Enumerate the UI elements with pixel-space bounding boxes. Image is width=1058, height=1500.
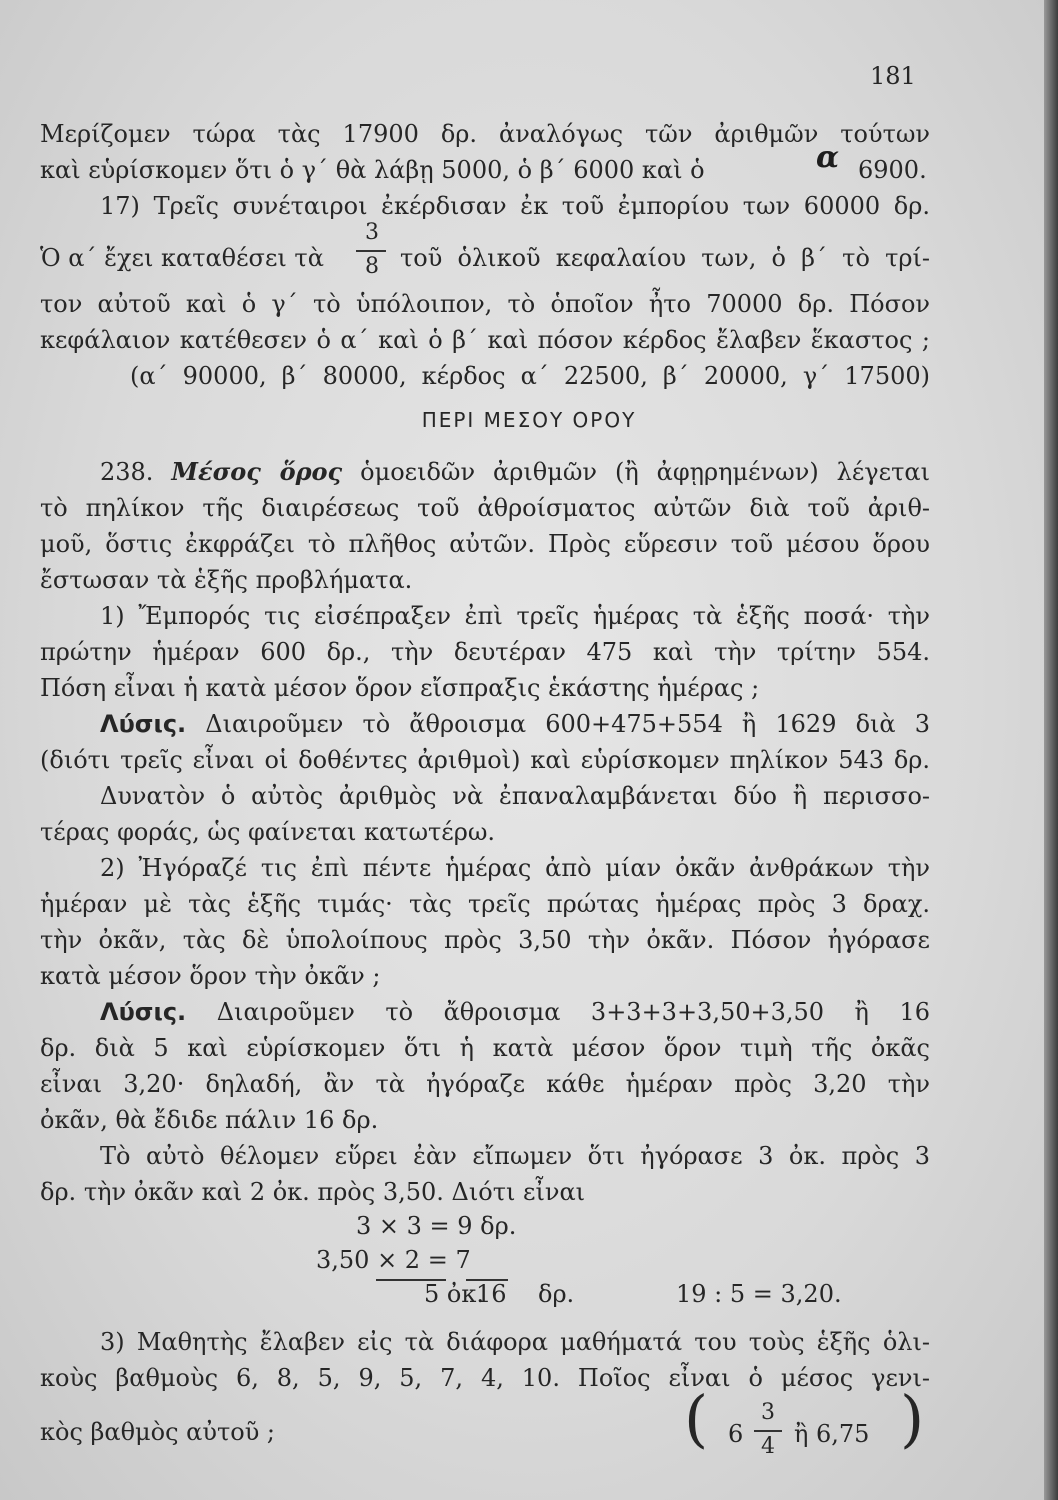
problem-1-line-1: 1) Ἔμπορός τις εἰσέπραξεν ἐπὶ τρεῖς ἡμέρας τὰ ἑξῆς ποσά· τὴν [100, 602, 930, 630]
section-heading: ΠΕΡΙ ΜΕΣΟΥ ΟΡΟΥ [421, 408, 637, 432]
page-edge-shadow [1044, 0, 1058, 1500]
text-line-2: καὶ εὑρίσκομεν ὅτι ὁ γ΄ θὰ λάβῃ 5000, ὁ β΄ 6000 καὶ ὁ [40, 156, 705, 184]
calculation-row-2: 3,50 × 2 = 7 [316, 1246, 471, 1274]
problem-2-line-4: κατὰ μέσον ὅρον τὴν ὀκᾶν ; [40, 962, 381, 990]
answer-close-paren: ) [900, 1382, 925, 1455]
solution-2-text: Διαιροῦμεν τὸ ἄθροισμα 3+3+3+3,50+3,50 ἢ 16 [216, 998, 930, 1026]
problem-17-answer: (α΄ 90000, β΄ 80000, κέρδος α΄ 22500, β΄ 20000, γ΄ 17500) [130, 362, 930, 390]
solution-2-line-3: εἶναι 3,20· δηλαδή, ἂν τὰ ἠγόραζε κάθε ἡμέραν πρὸς 3,20 τὴν [40, 1070, 930, 1098]
problem-3-line-2: κοὺς βαθμοὺς 6, 8, 5, 9, 5, 7, 4, 10. Ποῖος εἶναι ὁ μέσος γενι- [40, 1364, 930, 1392]
problem-2-line-3: τὴν ὀκᾶν, τὰς δὲ ὑπολοίπους πρὸς 3,50 τὴν ὀκᾶν. Πόσον ἠγόρασε [40, 926, 930, 954]
definition-text: ὁμοειδῶν ἀριθμῶν (ἢ ἀφῃρημένων) λέγεται [360, 458, 930, 486]
section-number: 238. [100, 458, 154, 486]
answer-numerator: 3 [761, 1400, 775, 1425]
fraction-denominator: 8 [365, 254, 379, 279]
problem-2-line-1: 2) Ἠγόραζέ τις ἐπὶ πέντε ἡμέρας ἀπὸ μίαν ὀκᾶν ἀνθράκων τὴν [100, 854, 930, 882]
definition-line-1 [100, 454, 930, 490]
note-line-2: τέρας φοράς, ὡς φαίνεται κατωτέρω. [40, 818, 496, 846]
problem-3-line-3: κὸς βαθμὸς αὐτοῦ ; [40, 1418, 275, 1446]
solution-label: Λύσις. [100, 710, 187, 738]
problem-17-line-1: 17) Τρεῖς συνέταιροι ἐκέρδισαν ἐκ τοῦ ἐμπορίου των 60000 δρ. [100, 192, 930, 220]
answer-open-paren: ( [684, 1382, 709, 1455]
solution-2-line-1 [100, 994, 930, 1030]
text-line-2-end: 6900. [858, 156, 927, 184]
problem-17-line-3: τον αὐτοῦ καὶ ὁ γ΄ τὸ ὑπόλοιπον, τὸ ὁποῖον ἦτο 70000 δρ. Πόσον [40, 290, 930, 318]
calculation-unit: δρ. [538, 1280, 575, 1308]
solution-2-line-4: ὀκᾶν, θὰ ἔδιδε πάλιν 16 δρ. [40, 1106, 379, 1134]
solution-2-line-2: δρ. διὰ 5 καὶ εὑρίσκομεν ὅτι ἡ κατὰ μέσον ὅρον τιμὴ τῆς ὀκᾶς [40, 1034, 930, 1062]
solution-1-line-2: (διότι τρεῖς εἶναι οἱ δοθέντες ἀριθμοὶ) καὶ εὑρίσκομεν πηλίκον 543 δρ. [40, 746, 930, 774]
alt-method-line-1: Τὸ αὐτὸ θέλομεν εὕρει ἐὰν εἴπωμεν ὅτι ἠγόρασε 3 ὀκ. πρὸς 3 [100, 1142, 930, 1170]
calculation-total-ok: 5 ὀκ. [424, 1280, 484, 1308]
definition-line-2: τὸ πηλίκον τῆς διαιρέσεως τοῦ ἀθροίσματος αὐτῶν διὰ τοῦ ἀριθ- [40, 494, 930, 522]
answer-whole: 6 [728, 1420, 744, 1448]
note-line-1: Δυνατὸν ὁ αὐτὸς ἀριθμὸς νὰ ἐπαναλαμβάνεται δύο ἢ περισσο- [100, 782, 930, 810]
alt-method-line-2: δρ. τὴν ὀκᾶν καὶ 2 ὀκ. πρὸς 3,50. Διότι εἶναι [40, 1178, 586, 1206]
answer-fraction-bar [754, 1430, 782, 1432]
page-number: 181 [870, 62, 916, 90]
problem-2-line-2: ἡμέραν μὲ τὰς ἑξῆς τιμάς· τὰς τρεῖς πρώτας ἡμέρας πρὸς 3 δραχ. [40, 890, 930, 918]
definition-line-4: ἔστωσαν τὰ ἑξῆς προβλήματα. [40, 566, 413, 594]
problem-1-line-2: πρώτην ἡμέραν 600 δρ., τὴν δευτέραν 475 καὶ τὴν τρίτην 554. [40, 638, 930, 666]
problem-17-line-2a: Ὁ α΄ ἔχει καταθέσει τὰ [40, 244, 324, 272]
calculation-result: 19 : 5 = 3,20. [676, 1280, 842, 1308]
fraction-numerator: 3 [365, 220, 379, 245]
problem-17-line-2b: τοῦ ὁλικοῦ κεφαλαίου των, ὁ β΄ τὸ τρί- [400, 244, 930, 272]
calculation-total-drs: 16 [476, 1280, 507, 1308]
solution-1-line-1 [100, 706, 930, 742]
fraction-bar [356, 250, 386, 252]
problem-1-line-3: Πόση εἶναι ἡ κατὰ μέσον ὅρον εἴσπραξις ἑκάστης ἡμέρας ; [40, 674, 760, 702]
text-line-1: Μερίζομεν τώρα τὰς 17900 δρ. ἀναλόγως τῶν ἀριθμῶν τούτων [40, 120, 930, 148]
solution-label-2: Λύσις. [100, 998, 187, 1026]
definition-line-3: μοῦ, ὅστις ἐκφράζει τὸ πλῆθος αὐτῶν. Πρὸς εὕρεσιν τοῦ μέσου ὅρου [40, 530, 930, 558]
answer-decimal: ἢ 6,75 [794, 1420, 870, 1448]
solution-1-text: Διαιροῦμεν τὸ ἄθροισμα 600+475+554 ἢ 1629 διὰ 3 [205, 710, 930, 738]
term-mean: Μέσος ὅρος [171, 457, 343, 486]
problem-17-line-4: κεφάλαιον κατέθεσεν ὁ α΄ καὶ ὁ β΄ καὶ πόσον κέρδος ἔλαβεν ἕκαστος ; [40, 326, 930, 354]
handwritten-alpha-mark: α [816, 140, 840, 175]
problem-3-line-1: 3) Μαθητὴς ἔλαβεν εἰς τὰ διάφορα μαθήματά του τοὺς ἑξῆς ὁλι- [100, 1328, 930, 1356]
calculation-row-1: 3 × 3 = 9 δρ. [356, 1212, 517, 1240]
answer-denominator: 4 [761, 1434, 775, 1459]
